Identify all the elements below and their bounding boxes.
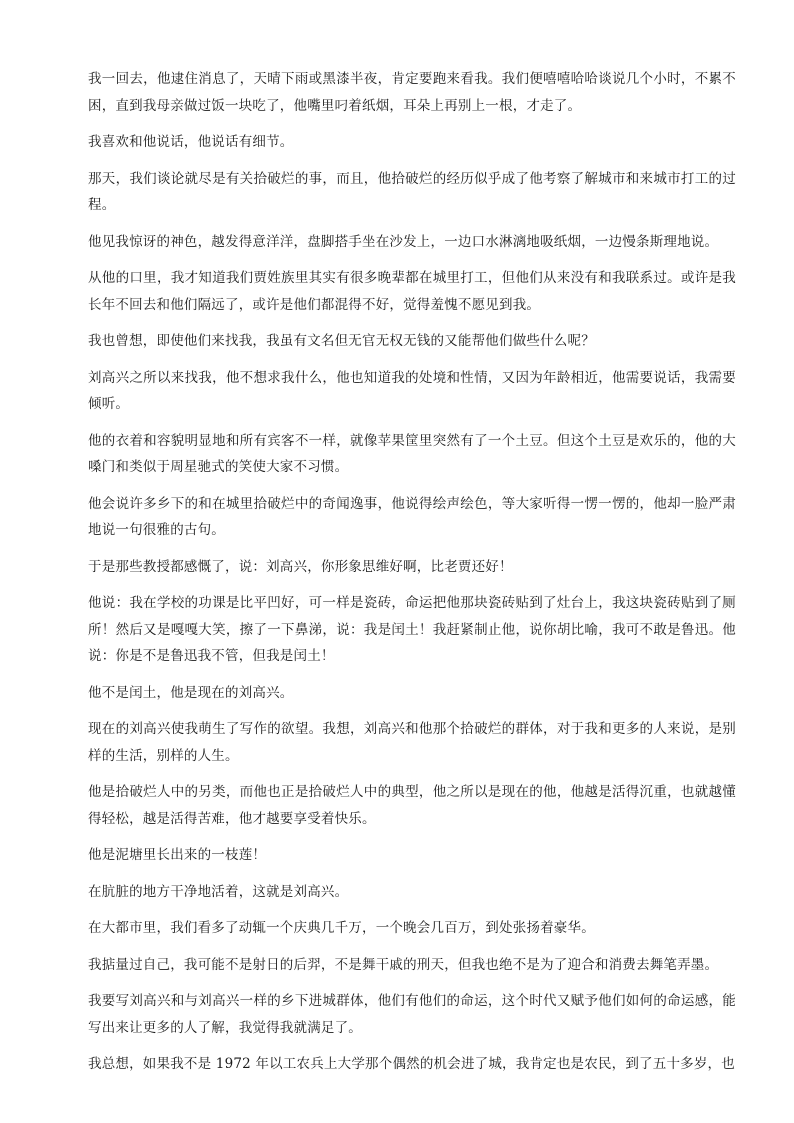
- paragraph-5: 从他的口里，我才知道我们贾姓族里其实有很多晚辈都在城里打工，但他们从来没有和我联系过。或许是我长年不回去和他们隔远了，或许是他们都混得不好，觉得羞愧不愿见到我。: [88, 270, 736, 313]
- paragraph-17: 在大都市里，我们看多了动辄一个庆典几千万，一个晚会几百万，到处张扬着豪华。: [88, 920, 595, 936]
- paragraph-20: 我总想，如果我不是 1972 年以工农兵上大学那个偶然的机会进了城，我肯定也是农民，到了五十多岁，也: [88, 1056, 735, 1072]
- paragraph-11: 他说：我在学校的功课是比平凹好，可一样是瓷砖，命运把他那块瓷砖贴到了灶台上，我这块瓷砖贴到了厕所！然后又是嘎嘎大笑，擦了一下鼻涕，说：我是闰土！我赶紧制止他，说你胡比喻，我可不敢是鲁迅。他说：你是不是鲁迅我不管，但我是闰土！: [88, 595, 736, 664]
- paragraph-6: 我也曾想，即使他们来找我，我虽有文名但无官无权无钱的又能帮他们做些什么呢？: [88, 333, 595, 349]
- paragraph-16: 在肮脏的地方干净地活着，这就是刘高兴。: [88, 883, 349, 900]
- paragraph-12: 他不是闰土，他是现在的刘高兴。: [88, 684, 294, 701]
- paragraph-1: 我一回去，他逮住消息了，天晴下雨或黑漆半夜，肯定要跑来看我。我们便嘻嘻哈哈谈说几个小时，不累不困，直到我母亲做过饭一块吃了，他嘴里叼着纸烟，耳朵上再别上一根，才走了。: [88, 71, 736, 114]
- paragraph-14: 他是拾破烂人中的另类，而他也正是拾破烂人中的典型，他之所以是现在的他，他越是活得沉重，也就越懂得轻松，越是活得苦难，他才越要享受着快乐。: [88, 784, 736, 827]
- paragraph-4: 他见我惊讶的神色，越发得意洋洋，盘脚搭手坐在沙发上，一边口水淋漓地吸纸烟，一边慢条斯理地说。: [88, 233, 719, 250]
- paragraph-19: 我要写刘高兴和与刘高兴一样的乡下进城群体，他们有他们的命运，这个时代又赋予他们如何的命运感，能写出来让更多的人了解，我觉得我就满足了。: [88, 993, 736, 1036]
- paragraph-9: 他会说许多乡下的和在城里拾破烂中的奇闻逸事，他说得绘声绘色，等大家听得一愣一愣的，他却一脸严肃地说一句很雅的古句。: [88, 495, 736, 538]
- paragraph-8: 他的衣着和容貌明显地和所有宾客不一样，就像苹果筐里突然有了一个土豆。但这个土豆是欢乐的，他的大嗓门和类似于周星驰式的笑使大家不习惯。: [88, 432, 736, 475]
- paragraph-15: 他是泥塘里长出来的一枝莲！: [88, 847, 267, 863]
- paragraph-13: 现在的刘高兴使我萌生了写作的欲望。我想，刘高兴和他那个拾破烂的群体，对于我和更多的人来说，是别样的生活，别样的人生。: [88, 721, 736, 764]
- paragraph-7: 刘高兴之所以来找我，他不想求我什么，他也知道我的处境和性情，又因为年龄相近，他需要说话，我需要倾听。: [88, 369, 736, 412]
- paragraph-3: 那天，我们谈论就尽是有关拾破烂的事，而且，他拾破烂的经历似乎成了他考察了解城市和来城市打工的过程。: [88, 170, 736, 213]
- paragraph-10: 于是那些教授都感慨了，说：刘高兴，你形象思维好啊，比老贾还好！: [88, 558, 513, 575]
- paragraph-2: 我喜欢和他说话，他说话有细节。: [88, 134, 294, 150]
- paragraph-18: 我掂量过自己，我可能不是射日的后羿，不是舞干戚的刑天，但我也绝不是为了迎合和消费去舞笔弄墨。: [88, 956, 719, 973]
